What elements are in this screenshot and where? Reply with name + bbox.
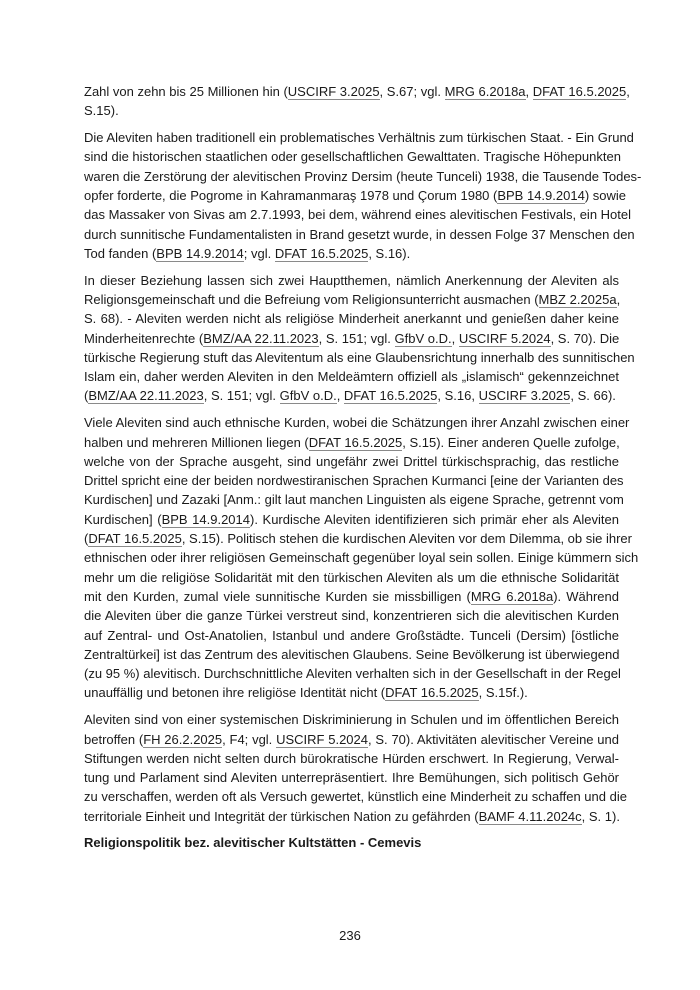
text-segment: ). Während [553,588,619,604]
text-segment: Kurdischen] ( [84,511,162,527]
text-segment: opfer forderte, die Pogrome in Kahramanmaraş 1978 und Çorum 1980 ( [84,187,498,203]
text-segment: türkische Regierung stuft das Alevitentum als eine Glaubensrichtung innerhalb des sunnitischen [84,349,635,365]
paragraph [84,271,635,406]
text-line [84,471,624,490]
citation-link[interactable]: GfbV o.D. [394,330,452,346]
citation-link[interactable]: USCIRF 5.2024 [458,330,551,346]
text-line [84,413,630,432]
text-segment: territoriale Einheit und Integrität der türkischen Nation zu gefährden ( [84,808,479,824]
text-line [84,290,619,309]
text-segment: Zahl von zehn bis 25 Millionen hin ( [84,84,288,99]
text-segment: ) sowie [584,187,626,203]
text-line [84,205,632,224]
text-line [84,433,619,452]
text-line [84,807,619,826]
text-segment: ethnischen oder ihrer religiösen Gemeinschaft gegenüber loyal sein sollen. Einige kümmern sich [84,550,639,566]
paragraph [84,82,630,121]
text-segment: mehr um die religiöse Solidarität mit den türkischen Aleviten als um die ethnische Solidarität [84,569,619,585]
text-line [84,186,626,205]
text-segment: , S.15). Politisch stehen die kurdischen Aleviten vor dem Dilemma, ob sie ihrer [181,531,632,547]
text-segment: ). Kurdische Aleviten identifizieren sich primär eher als Aleviten [250,511,619,527]
text-segment: Drittel spricht eine der beiden nordwestiranischen Sprachen Kurmanci [eine der Varianten des [84,473,624,489]
citation-link[interactable]: USCIRF 5.2024 [276,731,368,747]
text-line [84,787,627,806]
text-segment: das Massaker von Sivas am 2.7.1993, bei dem, während eines alevitischen Festivals, ein Hotel [84,207,632,223]
text-segment: auf Zentral- und Ost-Anatolien, Istanbul und andere Großstädte. Tunceli (Dersim) [östliche [84,627,619,643]
text-segment: Stiftungen werden nicht selten durch bürokratische Hürden erschwert. In Regierung, Verwal- [84,750,619,766]
text-segment: , S. 151; vgl. [318,330,395,346]
text-segment: sind die historischen staatlichen oder gesellschaftlichen Gewalttaten. Tragische Höhepunkten [84,149,621,165]
text-segment: Zentraltürkei] ist das Zentrum des alevitischen Glaubens. Seine Bevölkerung ist überwiegend [84,646,620,662]
text-line [84,147,619,166]
text-line [84,101,619,120]
text-segment: , S. 151; vgl. [203,388,280,404]
text-line [84,749,619,768]
citation-link[interactable]: BMZ/AA 22.11.2023 [88,388,204,404]
text-segment: ( [84,388,89,404]
text-line [84,452,619,471]
text-line [84,167,642,186]
text-segment: Religionsgemeinschaft und die Befreiung vom Religionsunterricht ausmachen ( [84,291,539,307]
text-segment: S.15). [84,103,119,119]
text-segment: , S.16, [437,388,479,404]
text-segment: unauffällig und betonen ihre religiöse Identität nicht ( [84,685,386,701]
text-segment: Viele Aleviten sind auch ethnische Kurden, wobei die Schätzungen ihrer Anzahl zwischen einer [84,415,630,431]
text-segment: , S. 70). Die [550,330,620,346]
citation-link[interactable]: BAMF 4.11.2024c [478,808,582,824]
text-line [84,626,619,645]
text-segment: ( [84,531,89,547]
citation-link[interactable]: DFAT 16.5.2025 [88,531,182,547]
text-segment: , [626,84,630,99]
text-line [84,244,619,263]
text-line [84,82,630,101]
text-segment: , S.67; vgl. [379,84,445,99]
text-line [84,271,619,290]
text-segment: , [336,388,344,404]
text-segment: , S. 66). [570,388,616,404]
text-line [84,386,619,405]
paragraph [84,128,642,263]
text-segment: die Aleviten über die ganze Türkei verstreut sind, konzentrieren sich die alevitischen Kurden [84,608,619,624]
text-line [84,510,619,529]
text-segment: , S. 70). Aktivitäten alevitischer Vereine und [368,731,619,747]
citation-link[interactable]: USCIRF 3.2025 [287,84,380,99]
text-segment: , S.16). [368,245,411,261]
text-segment: betroffen ( [84,731,144,747]
text-line [84,768,619,787]
text-line [84,225,635,244]
text-segment: , [451,330,459,346]
text-segment: Kurdischen] und Zazaki [Anm.: gilt laut manchen Linguisten als eigene Sprache, getrennt vom [84,492,624,508]
text-segment: (zu 95 %) alevitisch. Durchschnittliche Aleviten verhalten sich in der Gesellschaft in der Regel [84,666,621,682]
text-segment: welche von der Sprache ausgeht, sind ungefähr zwei Drittel türkischsprachig, das restliche [84,453,619,469]
text-segment: durch sunnitische Fundamentalisten in Brand gesetzt wurde, in dessen Folge 37 Menschen den [84,226,635,242]
citation-link[interactable]: DFAT 16.5.2025 [308,434,403,450]
citation-link[interactable]: BPB 14.9.2014 [161,511,250,527]
text-segment: Minderheitenrechte ( [84,330,204,346]
citation-link[interactable]: BMZ/AA 22.11.2023 [203,330,319,346]
text-line [84,568,619,587]
text-segment: , S. 1). [581,808,620,824]
text-line [84,348,635,367]
text-line [84,529,632,548]
citation-link[interactable]: BPB 14.9.2014 [156,245,244,261]
citation-link[interactable]: FH 26.2.2025 [143,731,223,747]
text-segment: Tod fanden ( [84,245,157,261]
citation-link[interactable]: BPB 14.9.2014 [497,187,585,203]
paragraphs [84,82,642,826]
page-number: 236 [339,928,361,943]
citation-link[interactable]: DFAT 16.5.2025 [385,685,479,701]
citation-link[interactable]: DFAT 16.5.2025 [274,245,369,261]
text-segment: , S.15f.). [478,685,528,701]
text-segment: , F4; vgl. [222,731,277,747]
citation-link[interactable]: MRG 6.2018a [470,588,554,604]
text-segment: In dieser Beziehung lassen sich zwei Hauptthemen, nämlich Anerkennung der Aleviten als [84,272,619,288]
text-segment: , [616,291,621,307]
text-segment: mit den Kurden, zumal viele sunnitische Kurden sie missbilligen ( [84,588,471,604]
text-line [84,128,634,147]
text-line [84,710,619,729]
paragraph [84,710,627,826]
text-line [84,367,619,386]
text-segment: halben und mehreren Millionen liegen ( [84,434,309,450]
text-segment: , [525,84,533,99]
text-line [84,664,619,683]
text-line [84,329,619,348]
section-heading: Religionspolitik bez. alevitischer Kultstätten - Cemevis [84,835,422,851]
text-line [84,587,619,606]
text-segment: Aleviten sind von einer systemischen Diskriminierung in Schulen und im öffentlichen Bereich [84,712,619,728]
text-line [84,730,619,749]
document-body [84,82,642,852]
text-segment: tung und Parlament sind Aleviten unterrepräsentiert. Ihre Bemühungen, sich politisch Gehör [84,770,619,786]
paragraph [84,413,639,702]
text-line [84,683,619,702]
text-segment: ; vgl. [243,245,275,261]
text-segment: waren die Zerstörung der alevitischen Provinz Dersim (heute Tunceli) 1938, die Tausende Todes- [84,168,642,184]
text-segment: zu verschaffen, werden oft als Versuch gewertet, künstlich eine Minderheit zu schaffen und die [84,789,627,805]
text-segment: S. 68). - Aleviten werden nicht als religiöse Minderheit anerkannt und genießen daher keine [84,311,619,327]
text-line [84,548,639,567]
text-segment: Die Aleviten haben traditionell ein problematisches Verhältnis zum türkischen Staat. - Ein Grund [84,130,634,146]
text-segment: Islam ein, daher werden Aleviten in den Meldeämtern offiziell als „islamisch“ gekennzeichnet [84,369,619,385]
text-line [84,606,619,625]
text-line [84,490,624,509]
citation-link[interactable]: DFAT 16.5.2025 [532,84,627,99]
citation-link[interactable]: MBZ 2.2025a [538,291,617,307]
text-line [84,309,619,328]
citation-link[interactable]: MRG 6.2018a [444,84,526,99]
text-segment: , S.15). Einer anderen Quelle zufolge, [402,434,620,450]
citation-link[interactable]: DFAT 16.5.2025 [343,388,438,404]
citation-link[interactable]: GfbV o.D. [279,388,337,404]
citation-link[interactable]: USCIRF 3.2025 [478,388,571,404]
text-line [84,645,619,664]
